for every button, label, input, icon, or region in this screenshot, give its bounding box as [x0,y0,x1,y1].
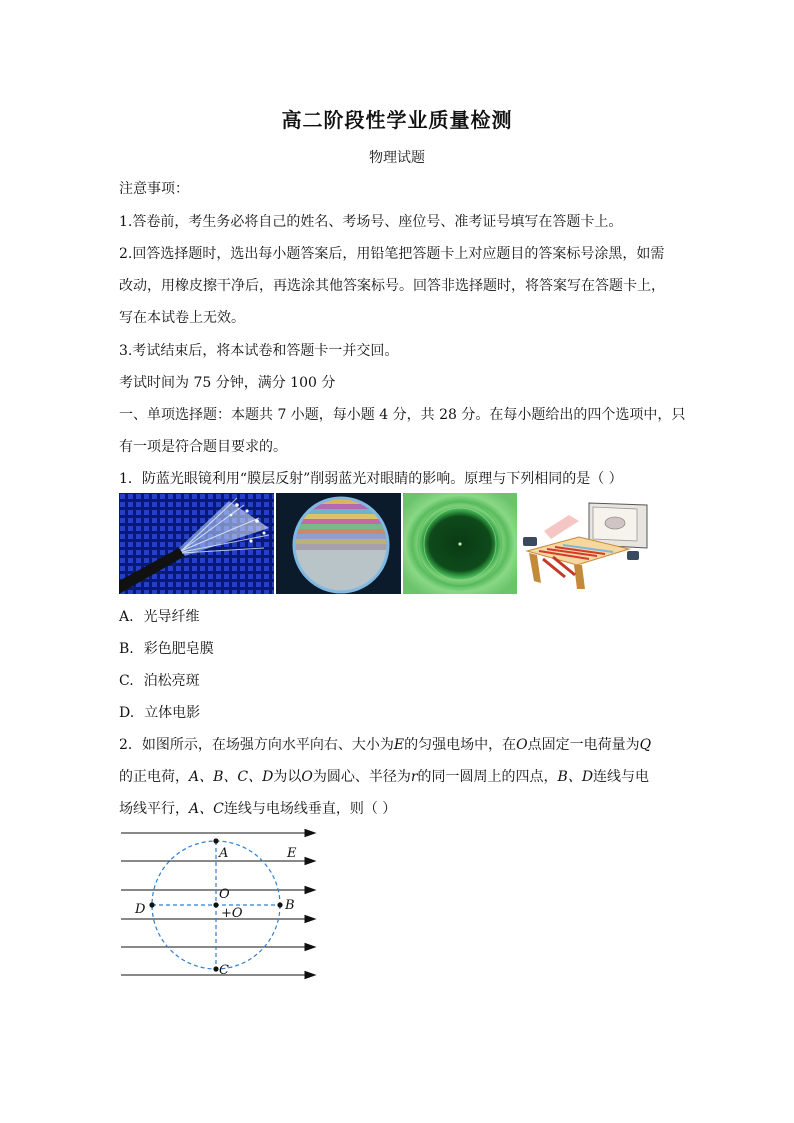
q2-text: 点固定一电荷量为 [527,737,640,753]
point-d [149,902,154,907]
q2-symbol-O: O [301,769,313,785]
q2-text: 的匀强电场中，在 [404,737,517,753]
field-line-arrow [305,944,315,951]
q2-text: 连线与电场线垂直，则（ ） [223,801,397,817]
section-1-heading-line-1: 一、单项选择题：本题共 7 小题，每小题 4 分，共 28 分。在每小题给出的四个选项中，只 [119,407,686,423]
q1-option-d [119,702,200,722]
field-line-arrow [305,916,315,923]
label-a: A [219,846,229,861]
q2-text: 2．如图所示，在场强方向水平向右、大小为 [119,737,394,753]
label-o: O [219,887,230,902]
field-line-arrow [305,972,315,979]
notes-item-2-line-2: 改动，用橡皮擦干净后，再选涂其他答案标号。回答非选择题时，将答案写在答题卡上， [119,278,665,294]
notes-heading: 注意事项： [119,181,189,197]
point-c [213,966,218,971]
page-title: 高二阶段性学业质量检测 [281,108,513,132]
q2-symbol-BD: B、D [557,769,594,785]
q2-text: 的同一圆周上的四点， [417,769,558,785]
q2-text: 的正电荷， [119,769,189,785]
notes-item-2-line-1: 2.回答选择题时，选出每小题答案后，用铅笔把答题卡上对应题目的答案标号涂黑，如需 [119,246,665,262]
q2-text: 场线平行， [119,801,189,817]
field-line-arrow [305,830,315,837]
question-2-stem-line-2 [119,766,649,786]
label-plus-o: +O [221,906,243,921]
soap-film-image [276,493,401,594]
page-subtitle: 物理试题 [369,150,425,166]
option-letter: C. [119,673,134,689]
notes-item-3: 3.考试结束后，将本试卷和答题卡一并交回。 [119,343,399,359]
label-b: B [285,898,295,913]
question-1-stem: 1．防蓝光眼镜利用“膜层反射”削弱蓝光对眼睛的影响。原理与下列相同的是（ ） [119,471,623,487]
electric-field-figure [115,825,325,985]
option-text: 彩色肥皂膜 [143,641,214,657]
point-a [213,838,218,843]
q1-option-b [119,638,214,658]
q2-symbol-O: O [516,737,528,753]
option-text: 光导纤维 [143,609,200,625]
q1-option-a [119,606,200,626]
question-2-stem-line-3 [119,798,396,818]
point-o [213,902,218,907]
optical-fiber-image [119,493,274,594]
label-d: D [135,902,146,917]
option-text: 立体电影 [144,705,201,721]
option-letter: B. [119,641,134,657]
q2-symbol-E: E [393,737,405,753]
exam-time-note: 考试时间为 75 分钟，满分 100 分 [119,375,336,391]
q2-symbol-r: r [410,769,418,785]
q2-text: 为以 [273,769,302,785]
label-e: E [287,846,297,861]
option-letter: A. [119,609,134,625]
option-letter: D. [119,705,135,721]
q2-text: 为圆心、半径为 [312,769,411,785]
q2-symbol-points: A、B、C、D [189,769,274,785]
q2-symbol-Q: Q [639,737,652,753]
poisson-spot-image [403,493,517,594]
question-2-stem-line-1 [119,734,651,754]
q2-symbol-AC: A、C [189,801,224,817]
q1-option-c [119,670,200,690]
notes-item-2-line-3: 写在本试卷上无效。 [119,310,245,326]
option-text: 泊松亮斑 [143,673,200,689]
point-b [277,902,282,907]
label-c: C [219,963,229,978]
field-line-arrow [305,858,315,865]
q2-text: 连线与电 [593,769,650,785]
field-line-arrow [305,887,315,894]
notes-item-1: 1.答卷前，考生务必将自己的姓名、考场号、座位号、准考证号填写在答题卡上。 [119,214,623,230]
3d-movie-diagram [519,493,654,594]
section-1-heading-line-2: 有一项是符合题目要求的。 [119,439,287,455]
